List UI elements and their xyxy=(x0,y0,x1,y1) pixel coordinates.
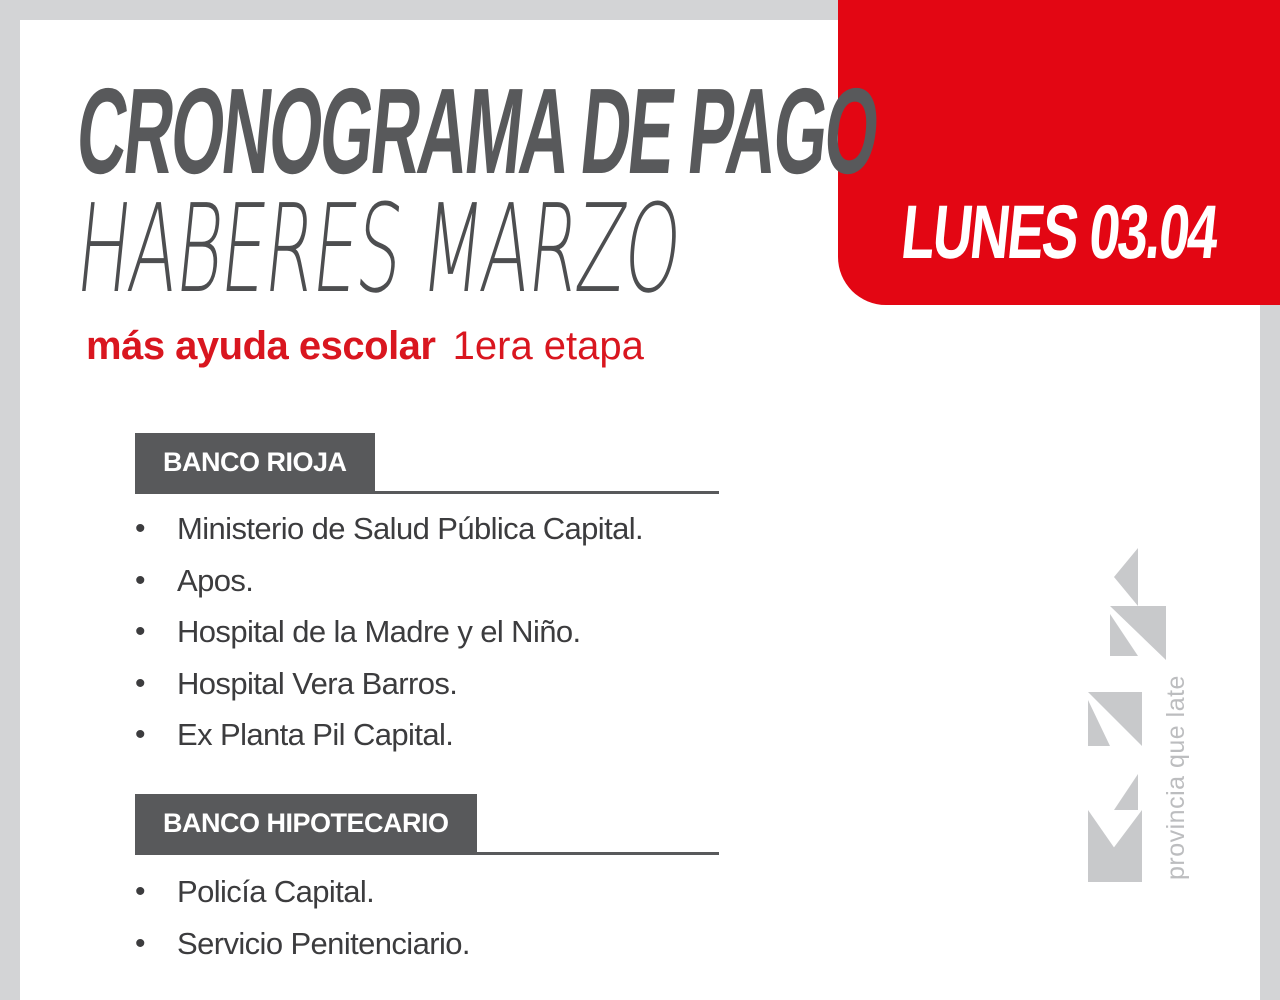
subtitle-bold: más ayuda escolar xyxy=(86,324,436,368)
list-item: • Ministerio de Salud Pública Capital. xyxy=(135,503,643,555)
list-banco-hipotecario xyxy=(135,866,470,969)
section-label: BANCO RIOJA xyxy=(135,433,375,491)
section-header-banco-rioja xyxy=(135,433,719,494)
subtitle-light: 1era etapa xyxy=(452,324,644,368)
list-item: • Servicio Penitenciario. xyxy=(135,918,470,970)
list-item: • Ex Planta Pil Capital. xyxy=(135,709,643,761)
title-line1: CRONOGRAMA DE PAGO xyxy=(71,63,884,199)
section-header-banco-hipotecario xyxy=(135,794,719,855)
list-item: • Hospital Vera Barros. xyxy=(135,658,643,710)
list-item: • Policía Capital. xyxy=(135,866,470,918)
title-line2: HABERES MARZO xyxy=(70,178,687,320)
list-banco-rioja xyxy=(135,503,643,761)
section-label: BANCO HIPOTECARIO xyxy=(135,794,477,852)
date-banner xyxy=(838,0,1280,305)
payment-date: LUNES 03.04 xyxy=(897,190,1221,275)
list-item: • Apos. xyxy=(135,555,643,607)
brand-tagline: provincia que late xyxy=(1162,675,1190,880)
list-item: • Hospital de la Madre y el Niño. xyxy=(135,606,643,658)
subtitle xyxy=(86,326,644,366)
